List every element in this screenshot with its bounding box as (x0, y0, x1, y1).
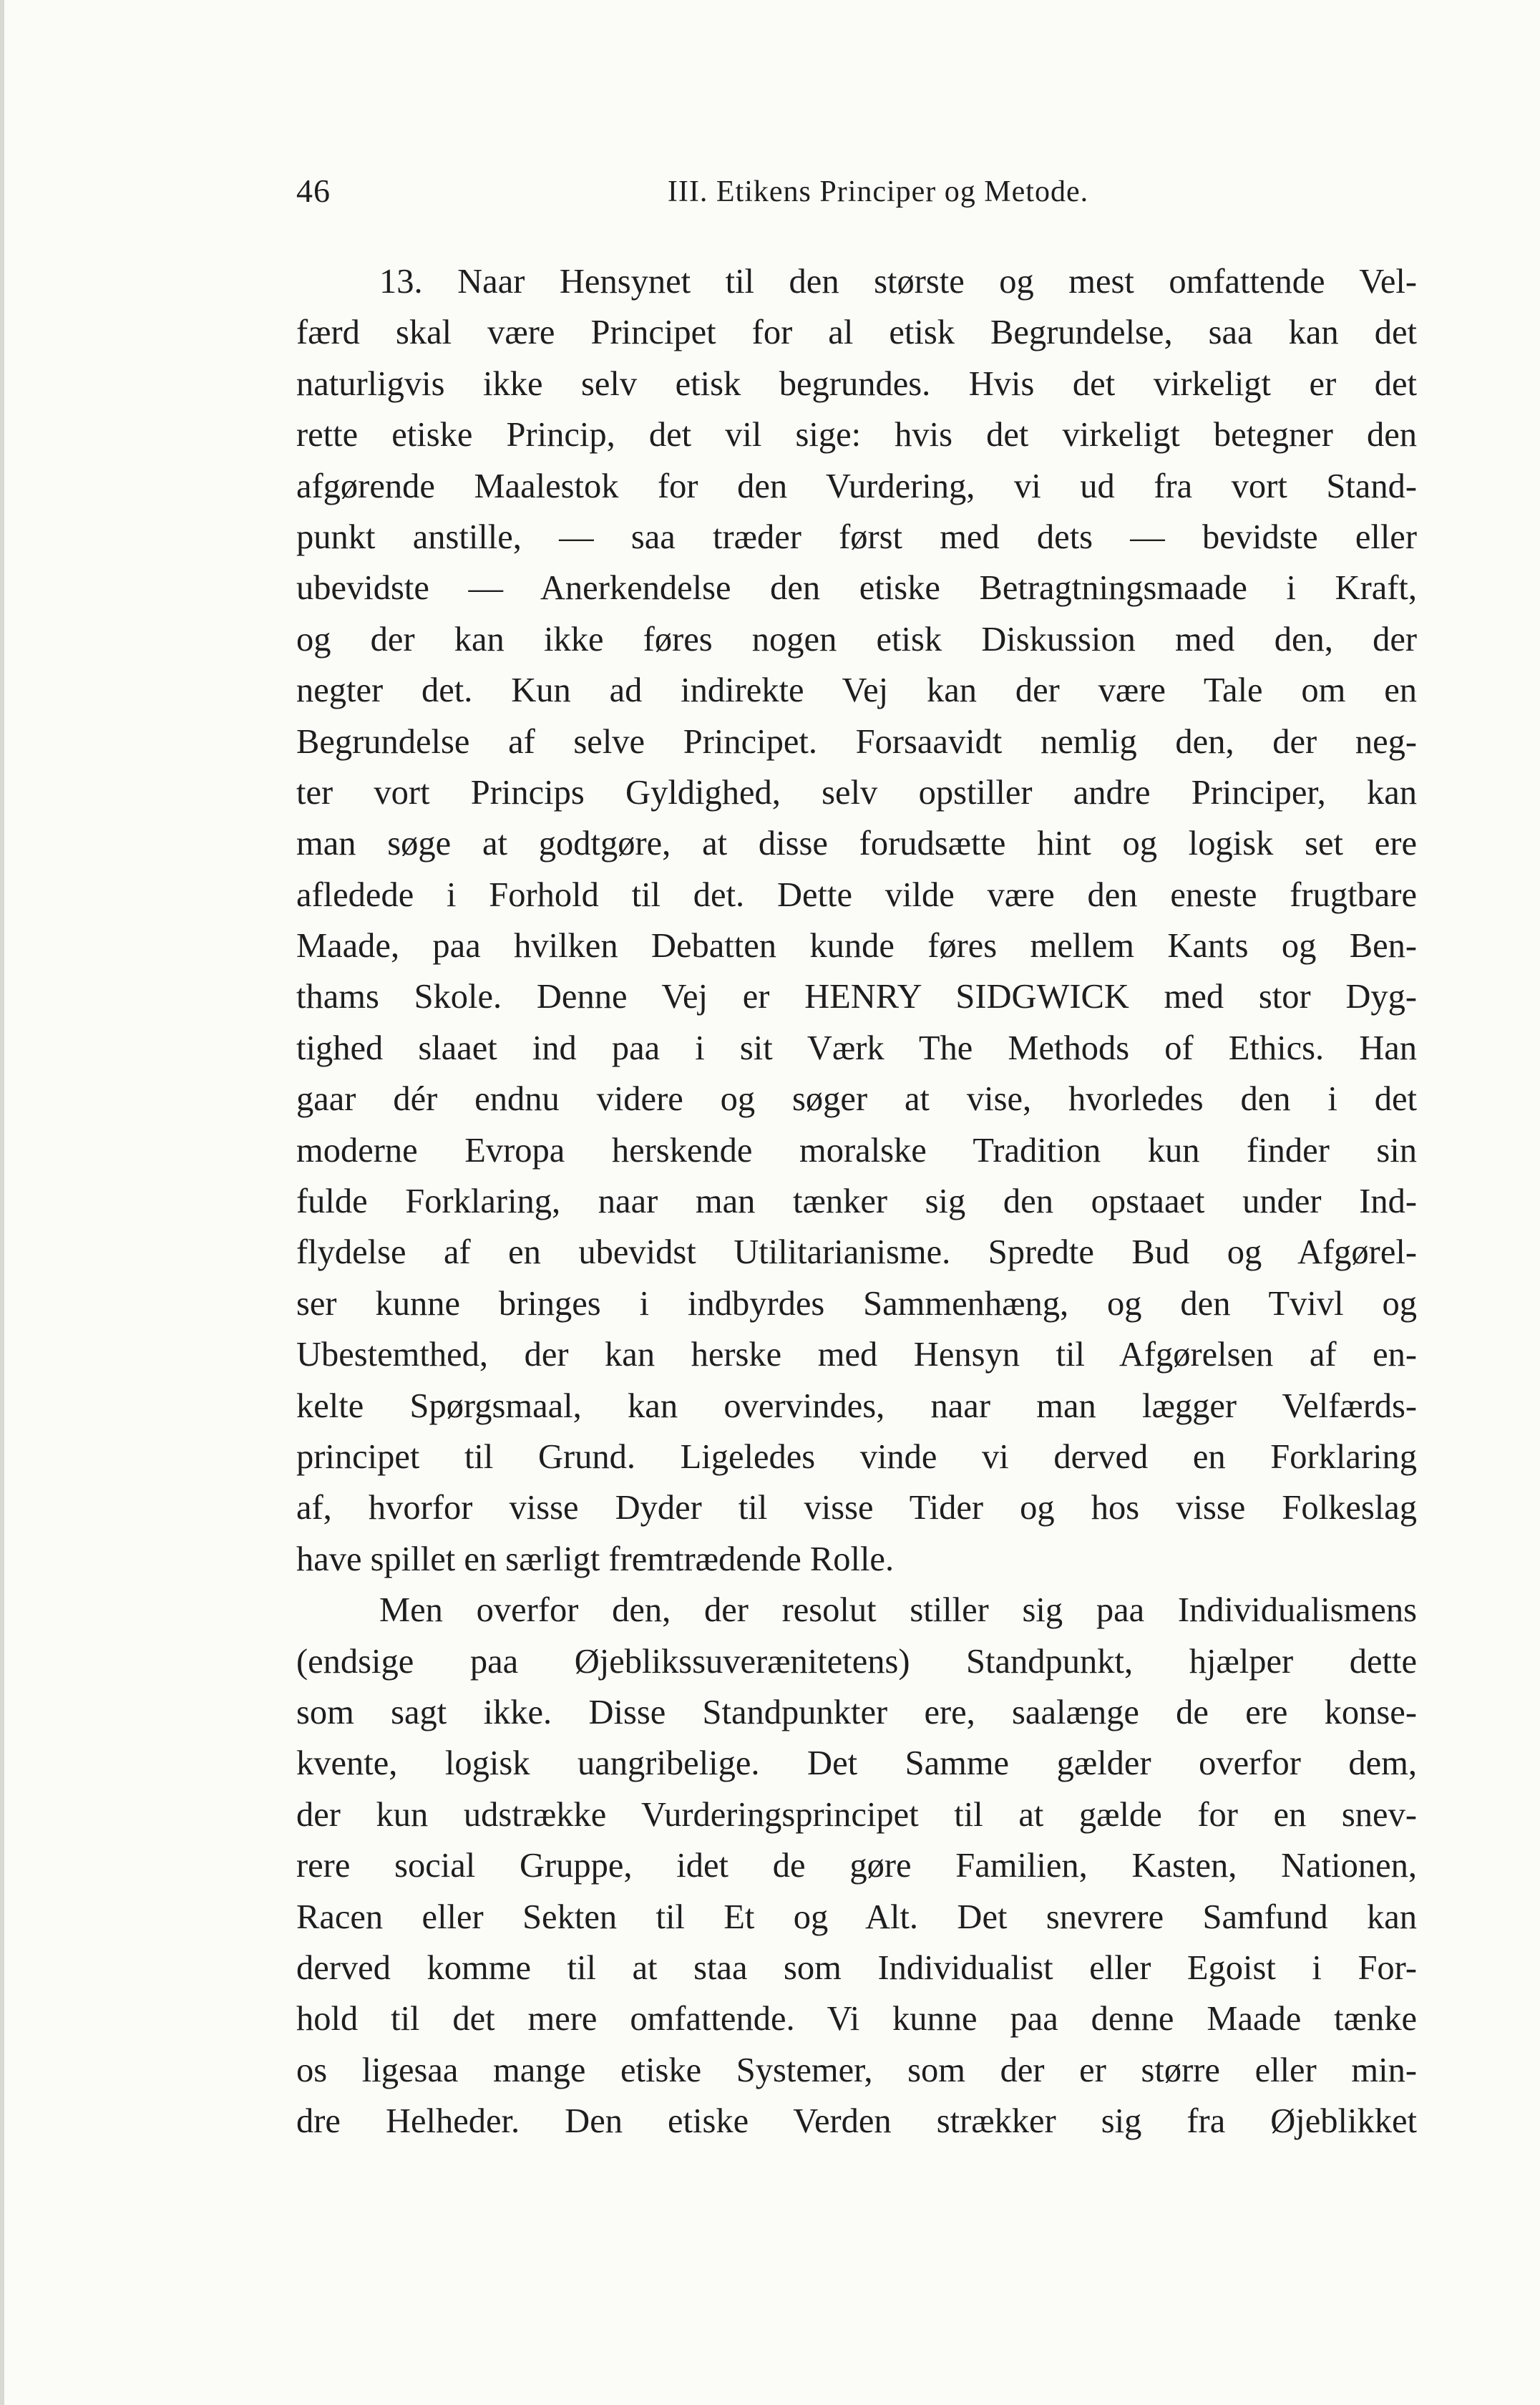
text-line: rere social Gruppe, idet de gøre Familien, Kasten, Nationen, (296, 1847, 1417, 1885)
text-line: der kun udstrække Vurderingsprincipet til at gælde for en snev- (296, 1795, 1417, 1834)
text-line: have spillet en særligt fremtrædende Rolle. (296, 1540, 895, 1578)
text-line: ter vort Princips Gyldighed, selv opstiller andre Principer, kan (296, 773, 1417, 812)
text-line: principet til Grund. Ligeledes vinde vi derved en Forklaring (296, 1437, 1417, 1476)
running-head: III. Etikens Principer og Metode. (667, 175, 1089, 208)
text-line: afledede i Forhold til det. Dette vilde være den eneste frugtbare (296, 875, 1417, 914)
text-line: rette etiske Princip, det vil sige: hvis det virkeligt betegner den (296, 416, 1417, 455)
text-line: og der kan ikke føres nogen etisk Diskussion med den, der (296, 620, 1417, 659)
text-line: moderne Evropa herskende moralske Tradition kun finder sin (296, 1131, 1417, 1170)
text-line: Racen eller Sekten til Et og Alt. Det snevrere Samfund kan (296, 1898, 1417, 1936)
text-line: gaar dér endnu videre og søger at vise, hvorledes den i det (296, 1080, 1417, 1119)
text-line: thams Skole. Denne Vej er HENRY SIDGWICK med stor Dyg- (296, 978, 1417, 1016)
text-line: (endsige paa Øjeblikssuverænitetens) Standpunkt, hjælper dette (296, 1642, 1417, 1681)
text-line: af, hvorfor visse Dyder til visse Tider og hos visse Folkeslag (296, 1489, 1417, 1527)
text-line: kvente, logisk uangribelige. Det Samme gælder overfor dem, (296, 1744, 1417, 1783)
page-number: 46 (296, 173, 331, 209)
text-line: punkt anstille, — saa træder først med dets — bevidste eller (296, 518, 1417, 556)
text-line: som sagt ikke. Disse Standpunkter ere, saalænge de ere konse- (296, 1693, 1417, 1731)
text-line: tighed slaaet ind paa i sit Værk The Methods of Ethics. Han (296, 1029, 1417, 1067)
text-line: Ubestemthed, der kan herske med Hensyn til Afgørelsen af en- (296, 1336, 1417, 1374)
body-text (296, 256, 1417, 2147)
text-line: man søge at godtgøre, at disse forudsætte hint og logisk set ere (296, 825, 1417, 863)
text-line: derved komme til at staa som Individualist eller Egoist i For- (296, 1948, 1417, 1987)
text-line: Begrundelse af selve Principet. Forsaavidt nemlig den, der neg- (296, 722, 1417, 761)
text-line: 13. Naar Hensynet til den største og mest omfattende Vel- (379, 263, 1417, 301)
text-line: naturligvis ikke selv etisk begrundes. Hvis det virkeligt er det (296, 364, 1417, 403)
text-line: negter det. Kun ad indirekte Vej kan der være Tale om en (296, 671, 1417, 710)
text-line: færd skal være Principet for al etisk Begrundelse, saa kan det (296, 314, 1417, 352)
page-header (296, 172, 1417, 222)
text-line: ser kunne bringes i indbyrdes Sammenhæng, og den Tvivl og (296, 1284, 1417, 1323)
text-line: fulde Forklaring, naar man tænker sig den opstaaet under Ind- (296, 1182, 1417, 1221)
text-line: ubevidste — Anerkendelse den etiske Betragtningsmaade i Kraft, (296, 569, 1417, 608)
text-line: hold til det mere omfattende. Vi kunne paa denne Maade tænke (296, 2000, 1417, 2039)
text-line: afgørende Maalestok for den Vurdering, vi ud fra vort Stand- (296, 467, 1417, 505)
text-line: flydelse af en ubevidst Utilitarianisme. Spredte Bud og Afgørel- (296, 1233, 1417, 1272)
text-line: Men overfor den, der resolut stiller sig paa Individualismens (379, 1591, 1417, 1630)
text-line: kelte Spørgsmaal, kan overvindes, naar man lægger Velfærds- (296, 1386, 1417, 1425)
text-line: dre Helheder. Den etiske Verden strækker sig fra Øjeblikket (296, 2102, 1417, 2141)
text-line: Maade, paa hvilken Debatten kunde føres mellem Kants og Ben- (296, 927, 1417, 966)
text-line: os ligesaa mange etiske Systemer, som der er større eller min- (296, 2051, 1417, 2089)
